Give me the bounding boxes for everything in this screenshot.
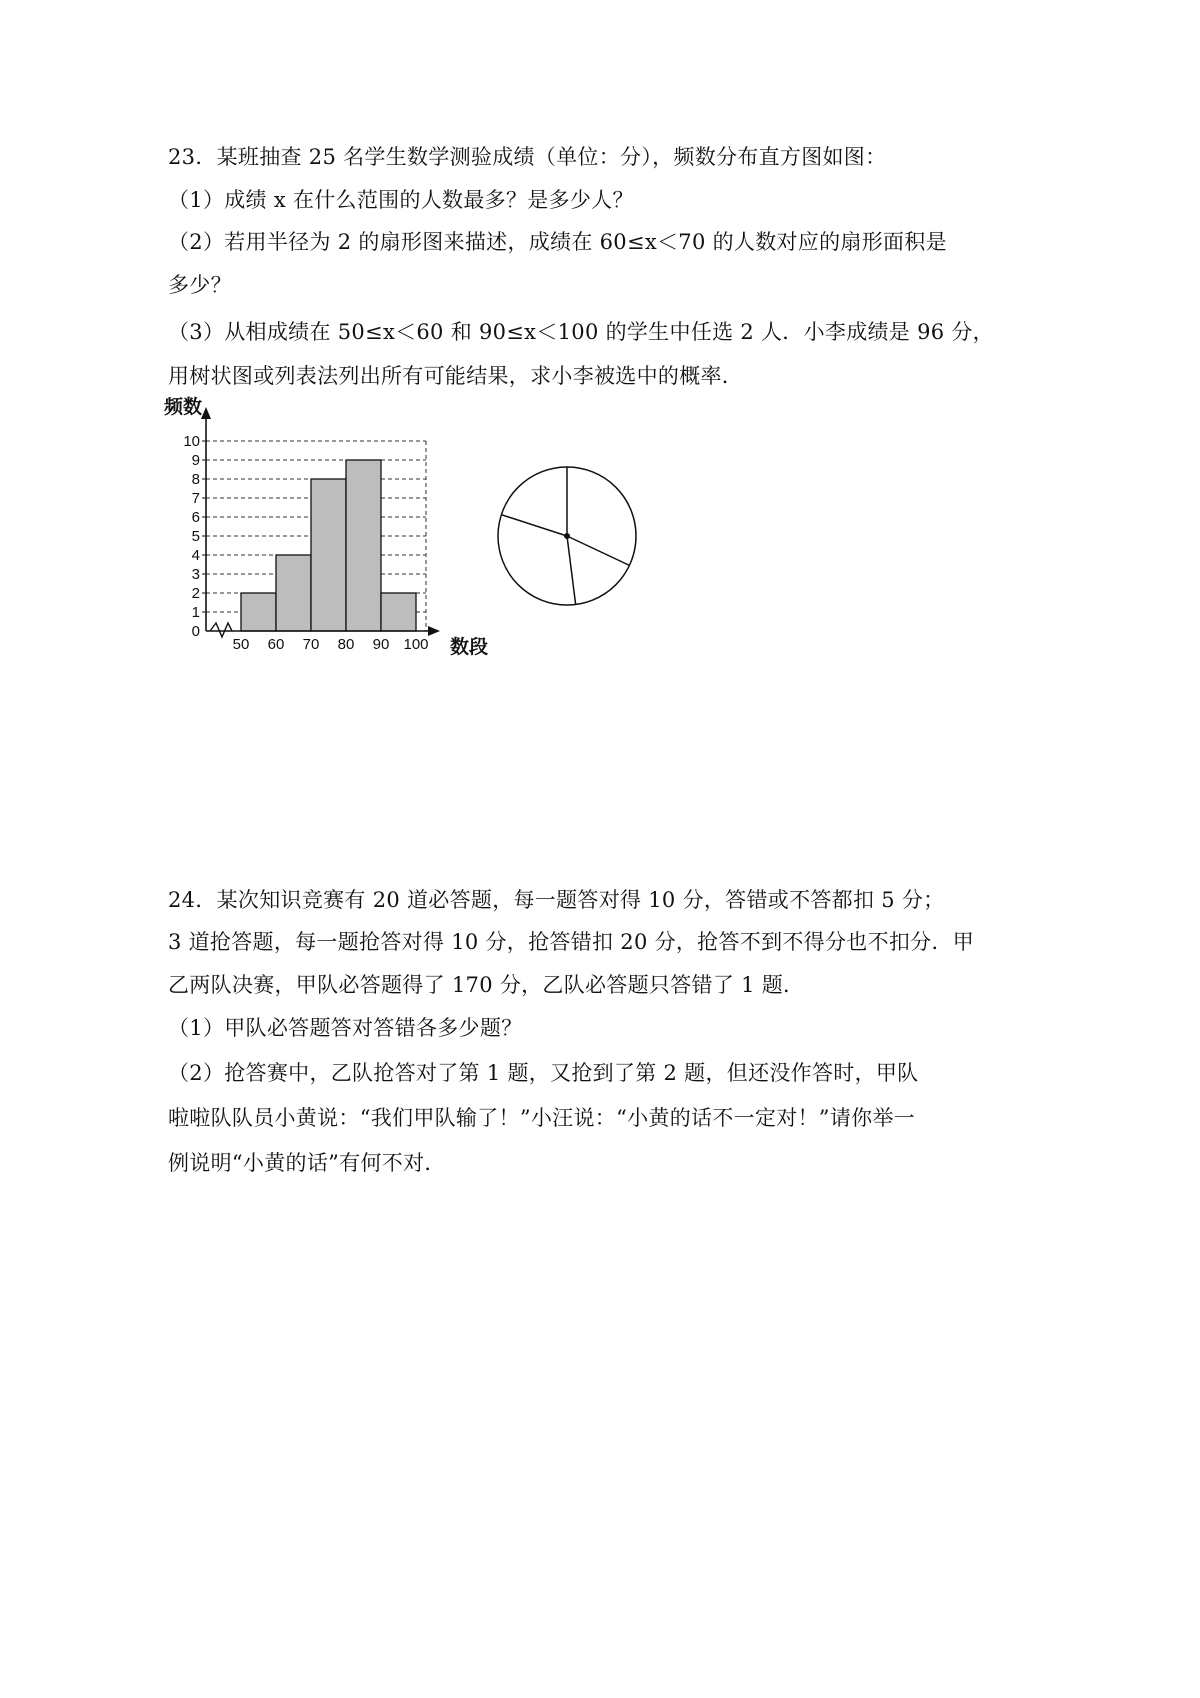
axis-break-icon — [210, 623, 232, 637]
x-tick-label: 50 — [232, 636, 250, 653]
pie-radius — [501, 515, 567, 536]
q24-part2-line1: （2）抢答赛中，乙队抢答对了第 1 题，又抢到了第 2 题，但还没作答时，甲队 — [168, 1061, 919, 1085]
histogram-bars — [241, 460, 416, 631]
pie-center-dot — [564, 533, 570, 539]
pie-radius — [567, 536, 576, 604]
q24-line1: 24．某次知识竞赛有 20 道必答题，每一题答对得 10 分，答错或不答都扣 5 分； — [168, 888, 945, 912]
histogram-bar — [381, 593, 416, 631]
y-tick-label: 9 — [191, 452, 200, 469]
y-tick-label: 3 — [191, 566, 200, 583]
x-axis-title: 数段 — [450, 636, 489, 658]
q23-part3-line2: 用树状图或列表法列出所有可能结果，求小李被选中的概率． — [168, 364, 744, 388]
x-tick-label: 90 — [372, 636, 390, 653]
x-tick-label: 100 — [403, 636, 429, 653]
y-tick-labels — [183, 433, 206, 640]
q24-line3: 乙两队决赛，甲队必答题得了 170 分，乙队必答题只答错了 1 题． — [168, 973, 805, 997]
x-tick-labels — [233, 636, 429, 653]
q23-part3-line1: （3）从相成绩在 50≤x＜60 和 90≤x＜100 的学生中任选 2 人．小李成绩是 96 分， — [168, 320, 994, 344]
histogram — [164, 395, 488, 658]
pie-chart — [498, 467, 636, 605]
x-tick-label: 70 — [302, 636, 320, 653]
histogram-bar — [346, 460, 381, 631]
y-tick-label: 7 — [191, 490, 200, 507]
y-tick-label: 5 — [191, 528, 200, 545]
q23-part2-line1: （2）若用半径为 2 的扇形图来描述，成绩在 60≤x＜70 的人数对应的扇形面积是 — [168, 230, 947, 254]
y-tick-label: 4 — [191, 547, 200, 564]
q24-part1: （1）甲队必答题答对答错各多少题？ — [168, 1016, 523, 1040]
y-tick-label: 2 — [191, 585, 200, 602]
y-axis-arrow-icon — [201, 407, 211, 419]
histogram-bar — [276, 555, 311, 631]
histogram-bar — [311, 479, 346, 631]
histogram-bar — [241, 593, 276, 631]
x-axis-arrow-icon — [428, 626, 440, 636]
y-tick-label: 10 — [183, 433, 200, 450]
q23-figures — [164, 395, 690, 665]
q23-part2-line2: 多少？ — [168, 273, 232, 297]
y-axis-title: 频数 — [164, 396, 203, 418]
y-tick-label: 6 — [191, 509, 200, 526]
q24-part2-line3: 例说明“小黄的话”有何不对． — [168, 1151, 446, 1175]
pie-radius — [567, 536, 629, 565]
q24-line2: 3 道抢答题，每一题抢答对得 10 分，抢答错扣 20 分，抢答不到不得分也不扣分．甲 — [168, 930, 975, 954]
q24-part2-line2: 啦啦队队员小黄说：“我们甲队输了！”小汪说：“小黄的话不一定对！”请你举一 — [168, 1106, 916, 1130]
y-tick-label: 8 — [191, 471, 200, 488]
q23-stem: 23．某班抽查 25 名学生数学测验成绩（单位：分），频数分布直方图如图： — [168, 145, 887, 169]
y-tick-label: 1 — [191, 604, 200, 621]
q23-part1: （1）成绩 x 在什么范围的人数最多？是多少人？ — [168, 188, 634, 212]
y-tick-label: 0 — [191, 623, 200, 640]
x-tick-label: 80 — [337, 636, 355, 653]
x-tick-label: 60 — [267, 636, 285, 653]
